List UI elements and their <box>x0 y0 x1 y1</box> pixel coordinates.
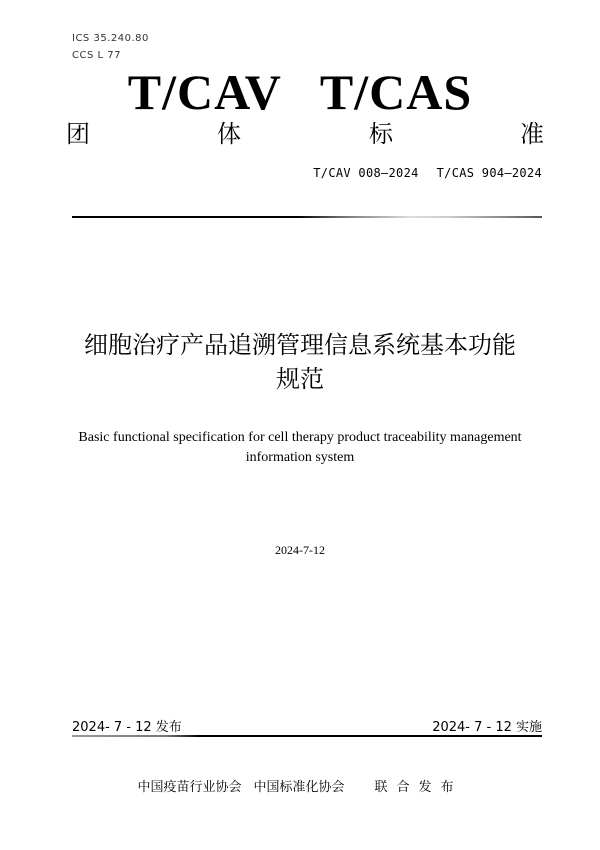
standard-type-char-4: 准 <box>520 120 544 148</box>
ics-label: ICS <box>72 33 90 44</box>
org-code-cas: T/CAS <box>319 64 473 120</box>
org-code-cav: T/CAV <box>127 64 282 120</box>
ics-value: 35.240.80 <box>93 33 149 44</box>
english-title <box>50 428 550 468</box>
chinese-title-line-1: 细胞治疗产品追溯管理信息系统基本功能 <box>84 331 516 359</box>
std-number-cas: T/CAS 904—2024 <box>436 166 542 180</box>
org-standardization-association: 中国标准化协会 <box>253 780 345 795</box>
publish-date: 2024- 7 - 12 发布 <box>72 720 182 735</box>
english-title-line-1: Basic functional specification for cell therapy product traceability management <box>78 430 522 445</box>
organization-codes <box>0 64 600 120</box>
issuing-organizations <box>0 776 600 795</box>
footer-divider <box>72 735 542 737</box>
draft-date: 2024-7-12 <box>275 543 325 557</box>
ccs-code <box>72 50 121 61</box>
ccs-label: CCS <box>72 50 94 61</box>
standard-numbers <box>313 166 542 180</box>
chinese-title <box>50 328 550 396</box>
standard-type-char-3: 标 <box>369 120 393 148</box>
org-vaccine-association: 中国疫苗行业协会 <box>137 780 242 795</box>
header-divider <box>72 216 542 218</box>
ccs-value: L 77 <box>97 50 121 61</box>
ics-code <box>72 33 149 44</box>
english-title-line-2: information system <box>245 450 355 465</box>
chinese-title-line-2: 规范 <box>276 365 324 393</box>
joint-release-label: 联合发布 <box>374 780 463 795</box>
std-number-cav: T/CAV 008—2024 <box>313 166 419 180</box>
standard-type-char-2: 体 <box>217 120 241 148</box>
standard-type-char-1: 团 <box>66 120 90 148</box>
implement-date: 2024- 7 - 12 实施 <box>432 720 542 735</box>
